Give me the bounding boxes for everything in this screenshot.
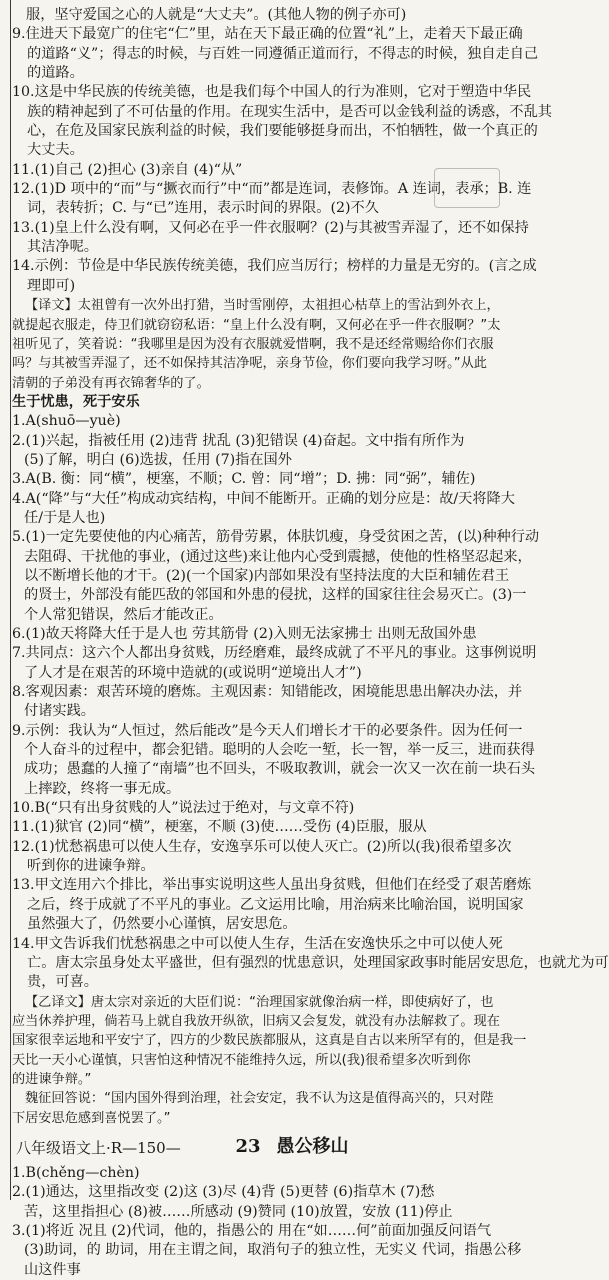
text-line: 8.客观因素：艰苦环境的磨炼。主观因素：知错能改，困境能思患出解决办法，并 bbox=[12, 684, 523, 701]
text-line: 理即可) bbox=[27, 277, 76, 294]
left-margin-rule bbox=[10, 0, 11, 1200]
text-line: 词，表转折；C. 与“已”连用，表示时间的界限。(2)不久 bbox=[27, 200, 379, 217]
text-line: 大丈夫。 bbox=[27, 142, 84, 159]
text-line: 以不断增长他的才干。(2)(一个国家)内部如果没有坚持法度的大臣和辅佐君王 bbox=[24, 567, 510, 584]
text-line: 5.(1)一定先要使他的内心痛苦，筋骨劳累，体肤饥瘦，身受贫困之苦，(以)种种行动 bbox=[12, 529, 540, 546]
text-line: 12.(1)D 项中的“而”与“撅衣而行”中“而”都是连词，表修饰。A 连词，表承；B. 连 bbox=[12, 181, 532, 198]
text-line: 11.(1)自己 (2)担心 (3)亲自 (4)“从” bbox=[12, 161, 243, 178]
text-line: 13.甲文连用六个排比，举出事实说明这些人虽出身贫贱，但他们在经受了艰苦磨炼 bbox=[12, 877, 532, 894]
text-line: 1.A(shuō—yuè) bbox=[12, 413, 121, 430]
page-footer: 八年级语文上·R—150— bbox=[16, 1139, 181, 1157]
text-line: 2.(1)兴起，指被任用 (2)违背 扰乱 (3)犯错误 (4)奋起。文中指有所作为 bbox=[12, 432, 465, 449]
text-line: 【译文】太祖曾有一次外出打猎，当时雪刚停，太祖担心枯草上的雪沾到外衣上， bbox=[25, 298, 500, 314]
text-line: 天比一天小心谨慎，只害怕这种情况不能维持久远，所以(我)很希望多次听到你 bbox=[12, 1052, 471, 1068]
text-line: 服，坚守爱国之心的人就是“大丈夫”。(其他人物的例子亦可) bbox=[26, 7, 407, 23]
text-line: 个人奋斗的过程中，都会犯错。聪明的人会吃一堑，长一智，举一反三，进而获得 bbox=[24, 742, 535, 759]
site-logo bbox=[468, 1138, 478, 1197]
text-line: (3)助词，的 助词，用在主谓之间，取消句子的独立性，无实义 代词，指愚公移 bbox=[24, 1242, 522, 1259]
text-line: 了人才是在艰苦的环境中造就的(或说明“逆境出人才”) bbox=[24, 664, 362, 681]
text-line: 任/于是人也) bbox=[24, 509, 106, 526]
text-line: 下居安思危感到喜悦罢了。” bbox=[12, 1110, 171, 1126]
answer-block-2 bbox=[12, 1164, 572, 1280]
lesson-title: 愚公移山 bbox=[276, 1135, 349, 1157]
text-line: 4.A(“降”与“大任”构成动宾结构，中间不能断开。正确的划分应是：故/天将降大 bbox=[12, 490, 515, 507]
text-line: 13.(1)皇上什么没有啊，又何必在乎一件衣服啊？(2)与其被雪弄湿了，还不如保持 bbox=[12, 219, 529, 236]
text-line: 的道路“义”；得志的时候，与百姓一同遵循正道而行，不得志的时候，独自走自己 bbox=[27, 45, 539, 62]
text-line: 的道路。 bbox=[27, 65, 84, 82]
text-line: 14.甲文告诉我们忧愁祸患之中可以使人生存，生活在安逸快乐之中可以使人死 bbox=[12, 935, 503, 952]
text-line: (5)了解，明白 (6)选拔，任用 (7)指在国外 bbox=[24, 451, 292, 468]
text-line: 的进谏争辩。” bbox=[12, 1071, 92, 1087]
text-line: 付诸实践。 bbox=[24, 703, 95, 720]
text-line: 吗？与其被雪弄湿了，还不如保持其洁净呢，亲身节俭，你们要向我学习呀。”从此 bbox=[12, 356, 487, 372]
text-line: 11.(1)狱官 (2)同“横”，梗塞，不顺 (3)使……受伤 (4)臣服，服从 bbox=[12, 819, 427, 836]
text-line: 3.(1)将近 况且 (2)代词，他的，指愚公的 用在“如……何”前面加强反问语气 bbox=[12, 1222, 492, 1239]
text-line: 去阻碍、干扰他的事业，(通过这些)来让他内心受到震撼，使他的性格坚忍起来， bbox=[24, 548, 532, 565]
text-line: 亡。唐太宗虽身处太平盛世，但有强烈的忧患意识，处理国家政事时能居安思危，也就尤为可 bbox=[27, 954, 609, 971]
lesson-number: 23 bbox=[235, 1135, 261, 1157]
text-line: 贵，可喜。 bbox=[27, 974, 98, 991]
text-line: 10.B(“只有出身贫贱的人”说法过于绝对，与文章不符) bbox=[12, 800, 355, 817]
text-line: 3.A(B. 衡：同“横”，梗塞，不顺；C. 曾：同“增”；D. 拂：同“弼”，辅佐) bbox=[12, 471, 476, 488]
text-line: 其洁净呢。 bbox=[27, 239, 98, 256]
text-line: 生于忧患，死于安乐 bbox=[12, 393, 140, 410]
text-line: 9.住进天下最宽广的住宅“仁”里，站在天下最正确的位置“礼”上，走着天下最正确 bbox=[12, 26, 523, 43]
text-line: 上摔跤，终将一事无成。 bbox=[24, 780, 181, 797]
text-line: 清朝的子弟没有再衣锦奢华的了。 bbox=[12, 375, 210, 391]
text-line: 族的精神起到了不可估量的作用。在现实生活中，是否可以金钱利益的诱惑，不乱其 bbox=[27, 103, 552, 120]
text-line: 心，在危及国家民族利益的时候，我们要能够挺身而出，不怕牺牲，做一个真正的 bbox=[27, 123, 538, 140]
text-line: 7.共同点：这六个人都出身贫贱，历经磨难，最终成就了不平凡的事业。这事例说明 bbox=[12, 645, 537, 662]
text-line: 之后，终于成就了不平凡的事业。乙文运用比喻，用治病来比喻治国，说明国家 bbox=[27, 896, 524, 913]
text-line: 虽然强大了，仍然要小心谨慎，居安思危。 bbox=[27, 916, 297, 933]
text-line: 【乙译文】唐太宗对亲近的大臣们说：“治理国家就像治病一样，即使病好了，也 bbox=[25, 994, 494, 1010]
text-line: 的贤士，外部没有能匹敌的邻国和外患的侵扰，这样的国家往往会易灭亡。(3)一 bbox=[24, 587, 527, 604]
text-line: 应当休养护理，倘若马上就自我放开纵欲，旧病又会复发，就没有办法解救了。现在 bbox=[12, 1013, 500, 1029]
text-line: 苦，这里指担心 (8)被……所感动 (9)赞同 (10)放置，安放 (11)停止 bbox=[24, 1203, 453, 1220]
text-line: 14.示例：节俭是中华民族传统美德，我们应当厉行；榜样的力量是无穷的。(言之成 bbox=[12, 258, 537, 275]
text-line: 国家很幸运地和平安宁了，四方的少数民族都服从，这真是自古以来所罕有的，但是我一 bbox=[12, 1033, 527, 1049]
text-line: 魏征回答说：“国内国外得到治理，社会安定，我不认为这是值得高兴的，只对陛 bbox=[25, 1091, 494, 1107]
text-line: 山这件事 bbox=[24, 1261, 81, 1278]
text-line: 9.示例：我认为“人恒过，然后能改”是今天人们增长才干的必要条件。因为任何一 bbox=[12, 722, 523, 739]
text-line: 12.(1)忧愁祸患可以使人生存，安逸享乐可以使人灭亡。(2)所以(我)很希望多次 bbox=[12, 838, 512, 855]
text-line: 听到你的进谏争辩。 bbox=[27, 858, 155, 875]
text-line: 成功；愚蠢的人撞了“南墙”也不回头，不吸取教训，就会一次又一次在前一块石头 bbox=[24, 761, 536, 778]
text-line: 2.(1)通达，这里指改变 (2)这 (3)尽 (4)背 (5)更替 (6)指草木 (7)愁 bbox=[12, 1184, 435, 1201]
text-line: 10.这是中华民族的传统美德，也是我们每个中国人的行为准则，它对于塑造中华民 bbox=[12, 84, 532, 101]
text-line: 就提起衣服走，侍卫们就窃窃私语：“皇上什么没有啊，又何必在乎一件衣服啊？”太 bbox=[12, 317, 501, 333]
text-line: 6.(1)故天将降大任于是人也 劳其筋骨 (2)入则无法家拂士 出则无敌国外患 bbox=[12, 626, 477, 642]
text-line: 1.B(chěng—chèn) bbox=[12, 1164, 140, 1181]
stamp-mark bbox=[434, 168, 500, 208]
text-line: 个人常犯错误，然后才能改正。 bbox=[24, 606, 223, 623]
text-line: 祖听见了，笑着说：“我哪里是因为没有衣服就爱惜啊，我不是还经常赐给你们衣服 bbox=[12, 336, 494, 352]
